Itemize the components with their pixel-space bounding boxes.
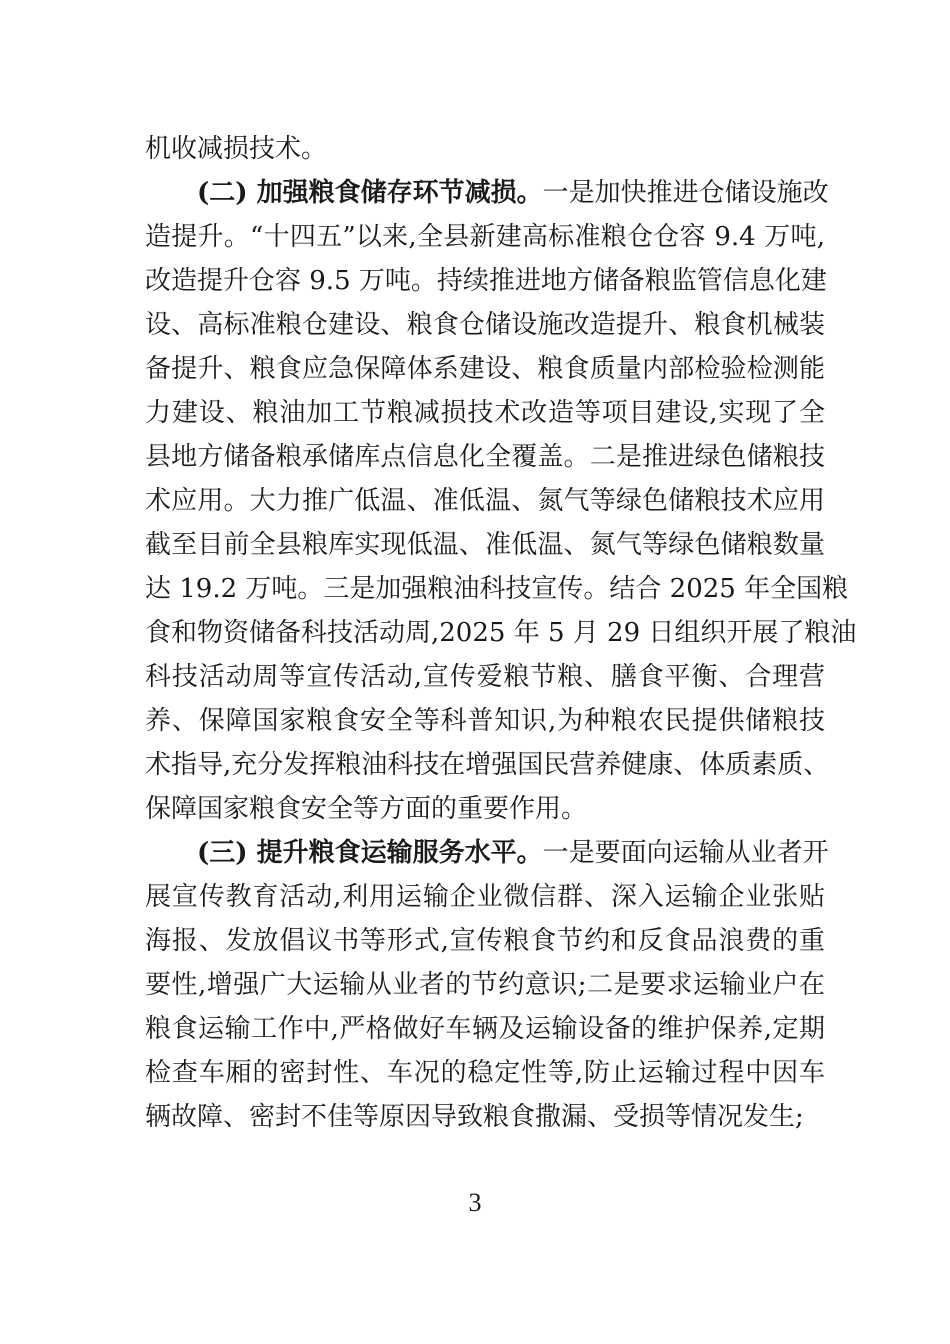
paragraph-line: 海报、发放倡议书等形式,宣传粮食节约和反食品浪费的重 — [145, 926, 825, 956]
paragraph-line: 展宣传教育活动,利用运输企业微信群、深入运输企业张贴 — [145, 882, 825, 912]
paragraph-line: 县地方储备粮承储库点信息化全覆盖。二是推进绿色储粮技 — [145, 442, 825, 472]
paragraph-line: 要性,增强广大运输从业者的节约意识;二是要求运输业户在 — [145, 970, 825, 1000]
paragraph-line: 备提升、粮食应急保障体系建设、粮食质量内部检验检测能 — [145, 354, 825, 384]
paragraph-line: 机收减损技术。 — [145, 134, 328, 164]
section-2-heading: (二) 加强粮食储存环节减损。 — [197, 178, 543, 208]
paragraph-line: 食和物资储备科技活动周,2025 年 5 月 29 日组织开展了粮油 — [145, 618, 857, 648]
paragraph-line: 达 19.2 万吨。三是加强粮油科技宣传。结合 2025 年全国粮 — [145, 574, 849, 604]
section-3-heading: (三) 提升粮食运输服务水平。 — [197, 838, 543, 868]
paragraph-line: 力建设、粮油加工节粮减损技术改造等项目建设,实现了全 — [145, 398, 825, 428]
paragraph-line: 科技活动周等宣传活动,宣传爱粮节粮、膳食平衡、合理营 — [145, 662, 825, 692]
paragraph-line: 粮食运输工作中,严格做好车辆及运输设备的维护保养,定期 — [145, 1014, 825, 1044]
section-heading-line — [197, 176, 829, 210]
paragraph-line: 截至目前全县粮库实现低温、准低温、氮气等绿色储粮数量 — [145, 530, 825, 560]
paragraph-line: 养、保障国家粮食安全等科普知识,为种粮农民提供储粮技 — [145, 706, 825, 736]
paragraph-line: 术指导,充分发挥粮油科技在增强国民营养健康、体质素质、 — [145, 750, 830, 780]
paragraph-line: 检查车厢的密封性、车况的稳定性等,防止运输过程中因车 — [145, 1058, 825, 1088]
page-number: 3 — [468, 1188, 482, 1217]
section-3-text: 一是要面向运输从业者开 — [542, 838, 829, 868]
paragraph-line: 辆故障、密封不佳等原因导致粮食撒漏、受损等情况发生; — [145, 1102, 804, 1132]
paragraph-line: 改造提升仓容 9.5 万吨。持续推进地方储备粮监管信息化建 — [145, 266, 827, 296]
paragraph-line: 术应用。大力推广低温、准低温、氮气等绿色储粮技术应用 — [145, 486, 825, 516]
section-2-text: 一是加快推进仓储设施改 — [542, 178, 829, 208]
section-heading-line — [197, 836, 829, 870]
paragraph-line: 保障国家粮食安全等方面的重要作用。 — [145, 794, 588, 824]
paragraph-line: 造提升。“十四五”以来,全县新建高标准粮仓仓容 9.4 万吨, — [145, 222, 825, 252]
paragraph-line: 设、高标准粮仓建设、粮食仓储设施改造提升、粮食机械装 — [145, 310, 825, 340]
